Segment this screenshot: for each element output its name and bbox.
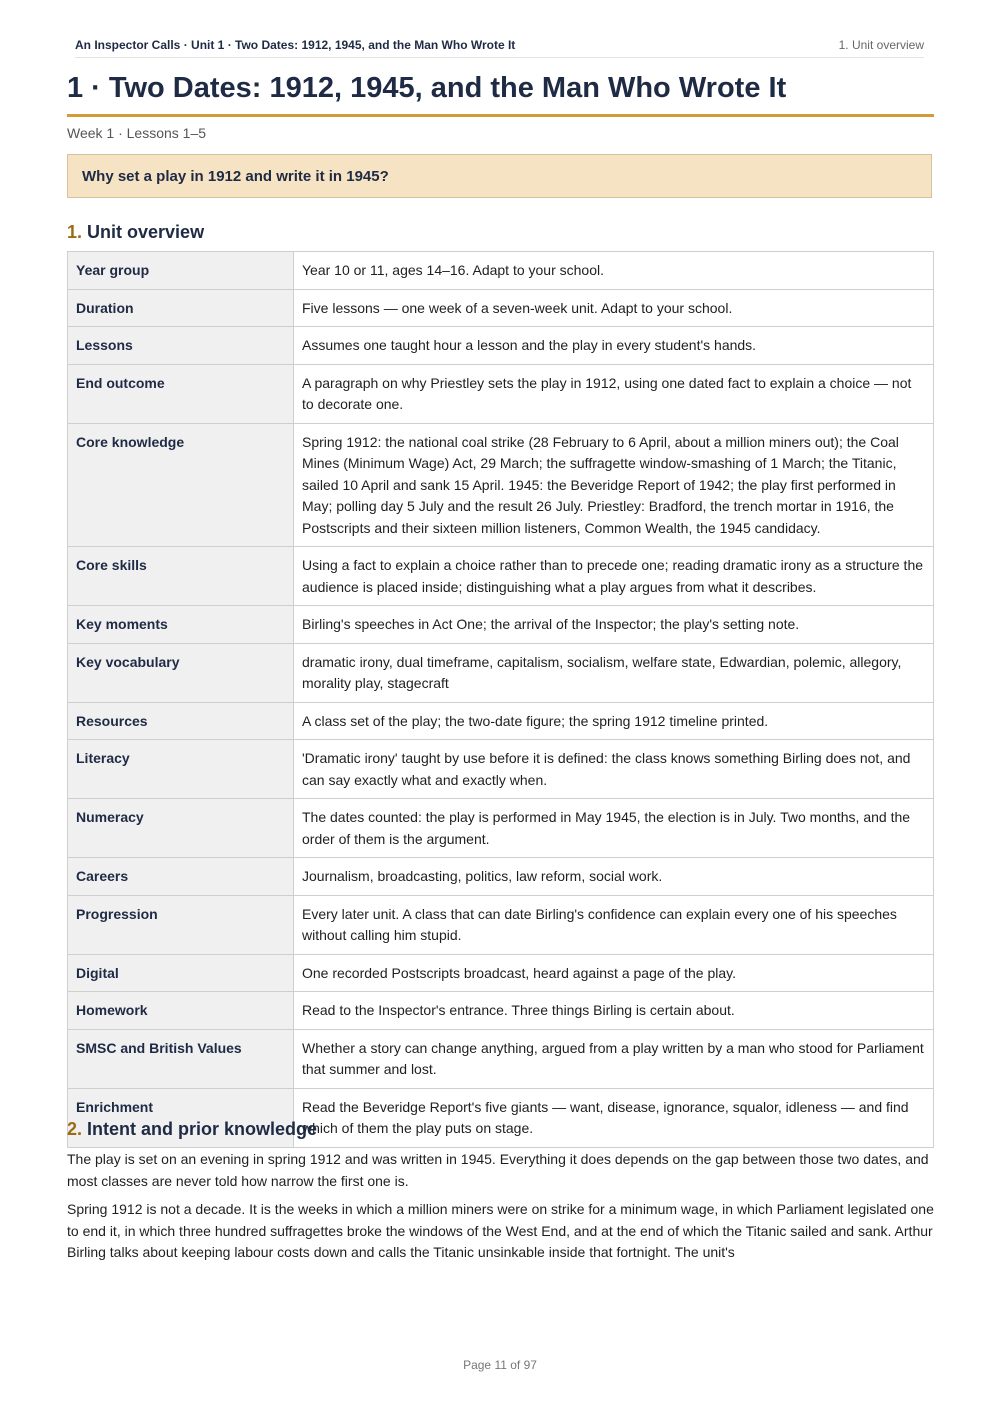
row-label: Resources: [68, 702, 294, 740]
section-number: 2.: [67, 1119, 83, 1139]
row-value: One recorded Postscripts broadcast, heard against a page of the play.: [294, 954, 934, 992]
row-value: Year 10 or 11, ages 14–16. Adapt to your school.: [294, 252, 934, 290]
section-heading-intent: [67, 1117, 317, 1141]
section-title: Unit overview: [87, 222, 205, 242]
table-row: [68, 740, 934, 799]
table-row: [68, 954, 934, 992]
row-label: Careers: [68, 858, 294, 896]
table-row: [68, 992, 934, 1030]
running-header: [75, 38, 924, 58]
table-row: [68, 606, 934, 644]
row-label: Key vocabulary: [68, 643, 294, 702]
row-value: A paragraph on why Priestley sets the play in 1912, using one dated fact to explain a choice — not to decorate one.: [294, 364, 934, 423]
row-label: Enrichment: [68, 1088, 294, 1147]
running-header-title: An Inspector Calls · Unit 1 · Two Dates: 1912, 1945, and the Man Who Wrote It: [75, 38, 516, 52]
row-label: End outcome: [68, 364, 294, 423]
row-value: Birling's speeches in Act One; the arrival of the Inspector; the play's setting note.: [294, 606, 934, 644]
paragraph: Spring 1912 is not a decade. It is the weeks in which a million miners were on strike for a minimum wage, in which Parliament legislated one to end it, in which three hundred suffragettes broke the windows of the West End, and at the end of which the Titanic sailed and sank. Arthur Birling talks about keeping labour costs down and calls the Titanic unsinkable inside that fortnight. The unit's: [67, 1201, 934, 1260]
page-title: 1 · Two Dates: 1912, 1945, and the Man Who Wrote It: [67, 68, 934, 117]
page-number: Page 11 of 97: [463, 1358, 537, 1372]
row-label: Core knowledge: [68, 423, 294, 547]
row-value: Spring 1912: the national coal strike (28 February to 6 April, about a million miners out); the Coal Mines (Minimum Wage) Act, 29 March; the suffragette window-smashing of 1 March; the Titanic, sailed 10 April and sank 15 April. 1945: the Beveridge Report of 1942; the play first performed in May; polling day 5 July and the result 26 July. Priestley: Bradford, the trench mortar in 1916, the Postscripts and their sixteen million listeners, Common Wealth, the 1945 candidacy.: [294, 423, 934, 547]
row-label: Numeracy: [68, 799, 294, 858]
row-value: Whether a story can change anything, argued from a play written by a man who stood for Parliament that summer and lost.: [294, 1029, 934, 1088]
row-label: Literacy: [68, 740, 294, 799]
row-label: Key moments: [68, 606, 294, 644]
table-row: [68, 895, 934, 954]
table-row: [68, 799, 934, 858]
page-subtitle: Week 1 · Lessons 1–5: [67, 125, 207, 141]
intent-body: [67, 1149, 934, 1271]
row-value: Every later unit. A class that can date Birling's confidence can explain every one of his speeches without calling him stupid.: [294, 895, 934, 954]
row-label: Homework: [68, 992, 294, 1030]
row-label: Digital: [68, 954, 294, 992]
row-label: SMSC and British Values: [68, 1029, 294, 1088]
table-row: [68, 858, 934, 896]
row-value: Five lessons — one week of a seven-week unit. Adapt to your school.: [294, 289, 934, 327]
table-row: [68, 547, 934, 606]
paragraph: The play is set on an evening in spring 1912 and was written in 1945. Everything it does depends on the gap between those two dates, and most classes are never told how narrow the first one is.: [67, 1151, 929, 1189]
table-row: [68, 1029, 934, 1088]
row-value: Assumes one taught hour a lesson and the play in every student's hands.: [294, 327, 934, 365]
row-value: Journalism, broadcasting, politics, law reform, social work.: [294, 858, 934, 896]
table-row: [68, 327, 934, 365]
row-label: Core skills: [68, 547, 294, 606]
row-value: Using a fact to explain a choice rather than to precede one; reading dramatic irony as a structure the audience is placed inside; distinguishing what a play argues from what it describes.: [294, 547, 934, 606]
section-heading-unit-overview: [67, 220, 204, 244]
row-value: 'Dramatic irony' taught by use before it is defined: the class knows something Birling does not, and can say exactly what and exactly when.: [294, 740, 934, 799]
key-question: Why set a play in 1912 and write it in 1945?: [82, 167, 389, 185]
table-row: [68, 289, 934, 327]
section-title: Intent and prior knowledge: [87, 1119, 318, 1139]
row-label: Lessons: [68, 327, 294, 365]
table-row: [68, 643, 934, 702]
row-label: Progression: [68, 895, 294, 954]
table-row: [68, 423, 934, 547]
section-number: 1.: [67, 222, 83, 242]
row-label: Duration: [68, 289, 294, 327]
row-value: dramatic irony, dual timeframe, capitalism, socialism, welfare state, Edwardian, polemic, allegory, morality play, stagecraft: [294, 643, 934, 702]
table-row: [68, 252, 934, 290]
row-value: A class set of the play; the two-date figure; the spring 1912 timeline printed.: [294, 702, 934, 740]
table-row: [68, 364, 934, 423]
row-label: Year group: [68, 252, 294, 290]
row-value: Read to the Inspector's entrance. Three things Birling is certain about.: [294, 992, 934, 1030]
unit-overview-table: [67, 251, 934, 1148]
row-value: The dates counted: the play is performed in May 1945, the election is in July. Two months, and the order of them is the argument.: [294, 799, 934, 858]
running-header-section: 1. Unit overview: [838, 38, 924, 52]
row-value: Read the Beveridge Report's five giants — want, disease, ignorance, squalor, idleness — and find which of them the play puts on stage.: [294, 1088, 934, 1147]
key-question-box: [67, 154, 932, 198]
table-row: [68, 702, 934, 740]
